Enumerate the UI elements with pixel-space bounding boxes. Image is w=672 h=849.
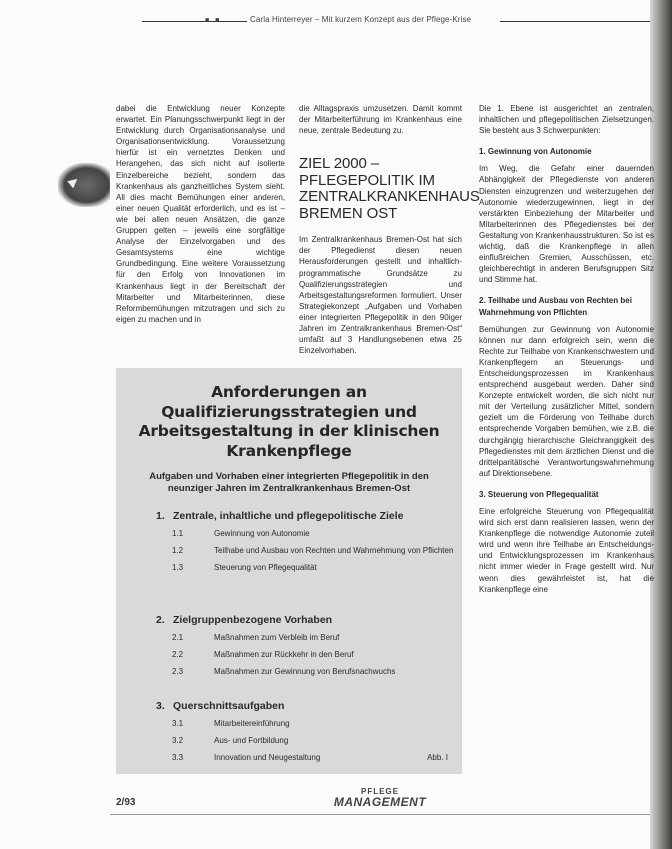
subheading-1: 1. Gewinnung von Autonomie <box>479 147 592 157</box>
item-number: 2.1 <box>172 633 184 642</box>
item-text: Innovation und Neugestaltung <box>214 753 321 762</box>
outline-item <box>156 649 456 660</box>
item-number: 3.1 <box>172 719 184 728</box>
page-number: 2/93 <box>116 797 136 808</box>
group-number: 3. <box>156 700 165 712</box>
running-head: Carla Hinterreyer – Mit kurzem Konzept aus der Pflege-Krise <box>250 15 472 24</box>
group-heading <box>156 614 456 626</box>
subheading-3: 3. Steuerung von Pflegequalität <box>479 489 599 499</box>
header-rule-left <box>142 21 247 22</box>
header-rule-right <box>500 21 650 22</box>
logo-top: PFLEGE <box>360 787 399 796</box>
subheading-2: 2. Teilhabe und Ausbau von Rechten bei Wahrnehmung von Pflichten <box>479 296 632 317</box>
outline-group-3 <box>156 700 456 769</box>
paragraph-body: Im Zentralkrankenhaus Bremen-Ost hat sich der Pflegedienst diesen neuen Herausforderungen gestellt und inhaltlich-programmatische Grundsätze zu Qualifizierungsstrategien und Arbeitsgestaltungsreformen formuliert. Unser Strategiekonzept „Aufgaben und Vorhaben einer integrierten Pflegepolitik in den 90iger Jahren im Zentralkrankenhaus Bremen-Ost“ umfaßt auf 3 Handlungsebenen etwa 25 Einzelvorhaben. <box>299 235 462 356</box>
outline-item <box>156 632 456 643</box>
outline-item <box>156 528 456 539</box>
magazine-logo <box>324 788 436 810</box>
item-text: Aus- und Fortbildung <box>214 736 289 745</box>
group-heading <box>156 510 456 522</box>
outline-item <box>156 562 456 573</box>
paragraph-intro: Die 1. Ebene ist ausgerichtet an zentralen, inhaltlichen und pflegepolitischen Zielsetzungen. Sie besteht aus 3 Schwerpunkten: <box>479 104 654 136</box>
figure-title: Anforderungen an Qualifizierungsstrategien und Arbeitsgestaltung in der klinischen Krankenpflege <box>138 383 440 460</box>
group-number: 2. <box>156 614 165 626</box>
paragraph: dabei die Entwicklung neuer Konzepte erwartet. Ein Planungsschwerpunkt liegt in der Entwicklung durch Organisationsanalyse und Organisationsentwicklung. Voraussetzung hierfür ist ein vernetztes Denken und Herangehen, das sich nicht auf isolierte Einzelbereiche bezieht, sondern das Krankenhaus als ganzheitliches System sieht. All dies macht Bemühungen einer anderen, einer neuen Qualität erforderlich, und es ist – wie bei allen neuen Ansätzen, die ganze Gruppen gelten – jeweils eine sorgfältige Analyse der Einzelvorgaben und des Gesamtsystems eine wichtige Grundbedingung. Eine weitere Voraussetzung für den Erfolg von Innovationen im Krankenhaus liegt in der Bereitschaft der Mitarbeiter und Mitarbeiterinnen, diese Reformbemühungen mitzutragen und sich zu eigen zu machen und in <box>116 104 285 324</box>
outline-item <box>156 752 456 763</box>
item-text: Steuerung von Pflegequalität <box>214 563 317 572</box>
item-number: 1.1 <box>172 529 184 538</box>
section-heading: ZIEL 2000 – PFLEGEPOLITIK IM ZENTRALKRANKENHAUS BREMEN OST <box>299 155 480 222</box>
figure-caption: Abb. I <box>427 753 448 762</box>
figure-box <box>116 368 462 774</box>
header-dots: ■ ■ <box>205 17 222 24</box>
group-heading <box>156 700 456 712</box>
outline-item <box>156 545 456 556</box>
outline-item <box>156 666 456 677</box>
outline-group-2 <box>156 614 456 683</box>
item-text: Mitarbeitereinführung <box>214 719 290 728</box>
paragraph-2: Bemühungen zur Gewinnung von Autonomie können nur dann erfolgreich sein, wenn die Rechte zur Teilhabe von Krankenschwestern und Krankenpflegern an Steuerungs- und Entscheidungsprozessen im Krankenhaus entsprechend ausgebaut werden. Daher sind Konzepte entwickelt worden, die sich nicht nur mit der Verteilung zusätzlicher Mittel, sondern gezielt um die Förderung von Teilhabe durch entsprechende Vorgaben bemühen, wie z.B. die durchgängig hierarchische Gleichrangigkeit des Pflegedienstes mit dem ärztlichen Dienst und die drittelparitätische Verantwortungswahrnehmung auf Direktionsebene. <box>479 324 654 478</box>
item-text: Maßnahmen zur Rückkehr in den Beruf <box>214 650 354 659</box>
footer-rule <box>110 814 650 815</box>
tab-arrow-icon: ▶ <box>66 174 81 190</box>
item-number: 1.2 <box>172 546 184 555</box>
group-title: Querschnittsaufgaben <box>173 700 285 712</box>
logo-bottom: MANAGEMENT <box>333 795 427 809</box>
group-title: Zielgruppenbezogene Vorhaben <box>173 614 333 626</box>
outline-item <box>156 718 456 729</box>
outline-item <box>156 735 456 746</box>
text-column-2 <box>299 103 480 356</box>
group-title: Zentrale, inhaltliche und pflegepolitische Ziele <box>173 510 404 522</box>
paragraph-intro: die Alltagspraxis umzusetzen. Damit kommt der Mitarbeiterführung im Krankenhaus eine neue, zentrale Bedeutung zu. <box>299 104 462 136</box>
item-number: 3.3 <box>172 753 184 762</box>
item-text: Gewinnung von Autonomie <box>214 529 310 538</box>
item-number: 1.3 <box>172 563 184 572</box>
text-column-3 <box>479 103 654 595</box>
figure-subtitle: Aufgaben und Vorhaben einer integrierten Pflegepolitik in den neunziger Jahren im Zentralkrankenhaus Bremen-Ost <box>149 471 429 494</box>
item-text: Teilhabe und Ausbau von Rechten und Wahrnehmung von Pflichten <box>214 546 454 555</box>
paragraph-3: Eine erfolgreiche Steuerung von Pflegequalität wird sich erst dann realisieren lassen, wenn der Krankenpflege die notwendige Autonomie zuteil wird und wenn ihre Teilhabe an Entscheidungs- und Entwicklungsprozessen im Krankenhaus nicht immer wieder in Frage gestellt wird. Nur wenn dies gewährleistet ist, hat die Krankenpflege eine <box>479 507 654 594</box>
item-number: 2.2 <box>172 650 184 659</box>
item-text: Maßnahmen zum Verbleib im Beruf <box>214 633 340 642</box>
group-number: 1. <box>156 510 165 522</box>
item-number: 2.3 <box>172 667 184 676</box>
side-tab-marker <box>58 163 110 207</box>
text-column-1 <box>116 103 285 325</box>
paragraph-1: Im Weg, die Gefahr einer dauernden Abhängigkeit der Pflegedienste von anderen Diensten einzugrenzen und weiterzugehen der Autonomie wiederzugewinnen, liegt in der verstärkten Einbeziehung der Mitarbeiter und Mitarbeiterinnen des Pflegedienstes bei der Gestaltung von Krankenhausstrukturen. So ist es wichtig, daß die Krankenpflege in allen einflußreichen Gremien, Ausschüssen, etc. gleichberechtigt in anderen Berufsgruppen Sitz und Stimme hat. <box>479 164 654 285</box>
outline-group-1 <box>156 510 456 579</box>
item-number: 3.2 <box>172 736 184 745</box>
item-text: Maßnahmen zur Gewinnung von Berufsnachwuchs <box>214 667 396 676</box>
